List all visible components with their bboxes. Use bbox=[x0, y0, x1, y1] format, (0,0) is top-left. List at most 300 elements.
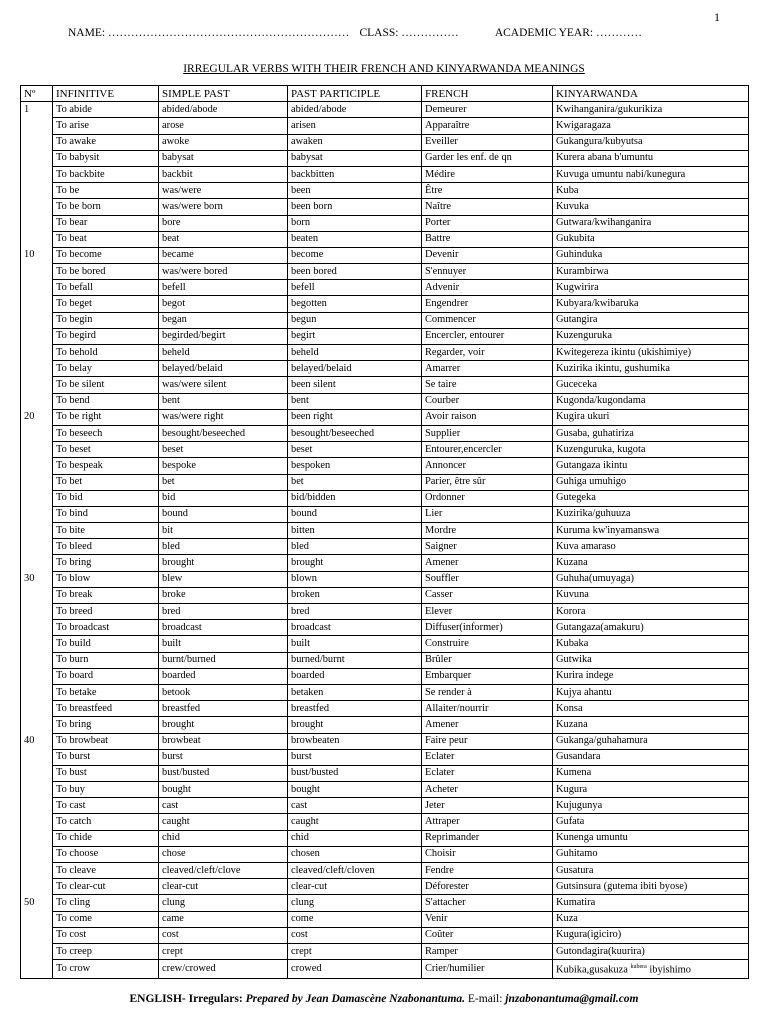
infinitive-cell-text: To befall bbox=[56, 281, 94, 293]
kinyarwanda-cell-text: Kuva amaraso bbox=[556, 540, 616, 552]
kinyarwanda-cell-text: Konsa bbox=[556, 702, 583, 714]
simple-past-cell-text: broadcast bbox=[162, 621, 202, 633]
kinyarwanda-cell-text: Guhitamo bbox=[556, 848, 598, 860]
past-participle-cell-text: befell bbox=[291, 281, 315, 293]
french-cell bbox=[422, 879, 553, 895]
french-cell bbox=[422, 765, 553, 781]
simple-past-cell bbox=[159, 846, 288, 862]
past-participle-cell bbox=[288, 296, 422, 312]
simple-past-cell-text: begirded/begirt bbox=[162, 330, 226, 342]
row-number bbox=[21, 150, 53, 166]
kinyarwanda-cell bbox=[553, 733, 749, 749]
row-number bbox=[21, 604, 53, 620]
row-number bbox=[21, 523, 53, 539]
kinyarwanda-cell-text: Gusandara bbox=[556, 751, 601, 763]
past-participle-cell bbox=[288, 393, 422, 409]
simple-past-cell bbox=[159, 166, 288, 182]
past-participle-cell bbox=[288, 960, 422, 978]
kinyarwanda-cell-text: Kunenga umuntu bbox=[556, 832, 628, 844]
past-participle-cell-text: become bbox=[291, 249, 324, 261]
past-participle-cell bbox=[288, 782, 422, 798]
row-number bbox=[21, 264, 53, 280]
infinitive-cell bbox=[53, 231, 159, 247]
infinitive-cell bbox=[53, 620, 159, 636]
french-cell bbox=[422, 846, 553, 862]
french-cell bbox=[422, 231, 553, 247]
infinitive-cell bbox=[53, 199, 159, 215]
table-row bbox=[21, 879, 749, 895]
kinyarwanda-cell bbox=[553, 765, 749, 781]
infinitive-cell bbox=[53, 895, 159, 911]
past-participle-cell-text: browbeaten bbox=[291, 735, 340, 747]
past-participle-cell bbox=[288, 652, 422, 668]
past-participle-cell bbox=[288, 830, 422, 846]
past-participle-cell bbox=[288, 312, 422, 328]
simple-past-cell-text: was/were silent bbox=[162, 378, 227, 390]
past-participle-cell bbox=[288, 814, 422, 830]
row-number bbox=[21, 328, 53, 344]
infinitive-cell bbox=[53, 523, 159, 539]
table-row bbox=[21, 150, 749, 166]
row-number bbox=[21, 782, 53, 798]
kinyarwanda-cell bbox=[553, 555, 749, 571]
kinyarwanda-cell-text: Kurira indege bbox=[556, 670, 614, 682]
kinyarwanda-cell-text: Gutangira bbox=[556, 314, 598, 326]
simple-past-cell bbox=[159, 798, 288, 814]
past-participle-cell-text: clung bbox=[291, 896, 315, 908]
infinitive-cell bbox=[53, 425, 159, 441]
row-number-text: 30 bbox=[24, 573, 35, 585]
infinitive-cell-text: To cleave bbox=[56, 864, 96, 876]
infinitive-cell-text: To arise bbox=[56, 119, 90, 131]
table-row bbox=[21, 247, 749, 263]
french-cell bbox=[422, 393, 553, 409]
simple-past-cell bbox=[159, 765, 288, 781]
table-header-row bbox=[21, 86, 749, 102]
kinyarwanda-cell-text: Guhuha(umuyaga) bbox=[556, 573, 634, 585]
french-cell-text: Souffler bbox=[425, 573, 459, 585]
table-row bbox=[21, 782, 749, 798]
kinyarwanda-cell-text: Kumatira bbox=[556, 896, 596, 908]
table-row bbox=[21, 636, 749, 652]
row-number bbox=[21, 118, 53, 134]
past-participle-cell-text: babysat bbox=[291, 152, 323, 164]
column-header-number: Nº bbox=[21, 86, 53, 102]
kinyarwanda-cell bbox=[553, 199, 749, 215]
table-row bbox=[21, 749, 749, 765]
past-participle-cell-text: been silent bbox=[291, 378, 336, 390]
kinyarwanda-cell-text: Kubaka bbox=[556, 637, 589, 649]
past-participle-cell bbox=[288, 620, 422, 636]
past-participle-cell-text: begun bbox=[291, 314, 317, 326]
french-cell-text: S'ennuyer bbox=[425, 265, 467, 277]
infinitive-cell-text: To broadcast bbox=[56, 621, 110, 633]
row-number bbox=[21, 134, 53, 150]
table-row bbox=[21, 280, 749, 296]
row-number bbox=[21, 749, 53, 765]
simple-past-cell-text: was/were born bbox=[162, 200, 223, 212]
name-field: NAME: ……………………………………………………… bbox=[68, 27, 350, 39]
past-participle-cell-text: burned/burnt bbox=[291, 654, 345, 666]
simple-past-cell bbox=[159, 361, 288, 377]
french-cell bbox=[422, 425, 553, 441]
french-cell-text: Casser bbox=[425, 589, 453, 601]
simple-past-cell bbox=[159, 717, 288, 733]
row-number bbox=[21, 361, 53, 377]
french-cell-text: Fendre bbox=[425, 864, 454, 876]
simple-past-cell-text: brought bbox=[162, 718, 195, 730]
french-cell-text: Garder les enf. de qn bbox=[425, 152, 512, 164]
infinitive-cell-text: To bet bbox=[56, 476, 83, 488]
row-number bbox=[21, 571, 53, 587]
french-cell bbox=[422, 474, 553, 490]
simple-past-cell bbox=[159, 231, 288, 247]
infinitive-cell-text: To creep bbox=[56, 945, 92, 957]
table-row bbox=[21, 296, 749, 312]
past-participle-cell-text: chid bbox=[291, 832, 309, 844]
kinyarwanda-cell bbox=[553, 701, 749, 717]
past-participle-cell bbox=[288, 183, 422, 199]
past-participle-cell-text: born bbox=[291, 217, 311, 229]
class-field: CLASS: …………… bbox=[359, 27, 459, 39]
kinyarwanda-cell bbox=[553, 474, 749, 490]
past-participle-cell-text: broadcast bbox=[291, 621, 331, 633]
simple-past-cell-text: crept bbox=[162, 945, 183, 957]
french-cell-text: Apparaître bbox=[425, 119, 470, 131]
infinitive-cell-text: To abide bbox=[56, 103, 92, 115]
kinyarwanda-cell bbox=[553, 539, 749, 555]
simple-past-cell bbox=[159, 393, 288, 409]
past-participle-cell bbox=[288, 749, 422, 765]
infinitive-cell bbox=[53, 442, 159, 458]
infinitive-cell bbox=[53, 280, 159, 296]
french-cell bbox=[422, 264, 553, 280]
past-participle-cell bbox=[288, 280, 422, 296]
french-cell-text: Attraper bbox=[425, 816, 460, 828]
simple-past-cell bbox=[159, 345, 288, 361]
simple-past-cell bbox=[159, 620, 288, 636]
infinitive-cell bbox=[53, 798, 159, 814]
past-participle-cell-text: bought bbox=[291, 783, 320, 795]
table-row bbox=[21, 555, 749, 571]
footer bbox=[0, 993, 768, 1005]
simple-past-cell-text: clung bbox=[162, 896, 186, 908]
infinitive-cell bbox=[53, 312, 159, 328]
row-number bbox=[21, 620, 53, 636]
past-participle-cell-text: cleaved/cleft/cloven bbox=[291, 864, 375, 876]
french-cell bbox=[422, 280, 553, 296]
kinyarwanda-cell bbox=[553, 895, 749, 911]
simple-past-cell bbox=[159, 733, 288, 749]
simple-past-cell bbox=[159, 199, 288, 215]
simple-past-cell-text: burst bbox=[162, 751, 183, 763]
kinyarwanda-cell-text: Kubika,gusakuza bbox=[556, 964, 628, 976]
french-cell bbox=[422, 312, 553, 328]
student-header bbox=[68, 27, 708, 39]
column-header-infinitive: INFINITIVE bbox=[53, 86, 159, 102]
infinitive-cell bbox=[53, 296, 159, 312]
past-participle-cell-text: built bbox=[291, 637, 311, 649]
simple-past-cell bbox=[159, 863, 288, 879]
simple-past-cell-text: bled bbox=[162, 540, 180, 552]
infinitive-cell-text: To burn bbox=[56, 654, 89, 666]
infinitive-cell bbox=[53, 733, 159, 749]
past-participle-cell bbox=[288, 328, 422, 344]
french-cell-text: Devenir bbox=[425, 249, 459, 261]
past-participle-cell-text: beaten bbox=[291, 233, 319, 245]
french-cell-text: Faire peur bbox=[425, 735, 468, 747]
kinyarwanda-cell-text: Gukubita bbox=[556, 233, 595, 245]
past-participle-cell bbox=[288, 523, 422, 539]
past-participle-cell-text: abided/abode bbox=[291, 103, 347, 115]
past-participle-cell-text: belayed/belaid bbox=[291, 362, 352, 374]
document-title: IRREGULAR VERBS WITH THEIR FRENCH AND KINYARWANDA MEANINGS bbox=[183, 63, 585, 75]
french-cell bbox=[422, 749, 553, 765]
simple-past-cell-text: came bbox=[162, 913, 184, 925]
french-cell bbox=[422, 668, 553, 684]
french-cell bbox=[422, 409, 553, 425]
academic-year-field: ACADEMIC YEAR: ………… bbox=[494, 27, 642, 39]
past-participle-cell bbox=[288, 684, 422, 700]
kinyarwanda-cell-text: Korora bbox=[556, 605, 586, 617]
infinitive-cell bbox=[53, 782, 159, 798]
french-cell bbox=[422, 539, 553, 555]
kinyarwanda-cell-text: Guhinduka bbox=[556, 249, 603, 261]
past-participle-cell-text: bred bbox=[291, 605, 310, 617]
kinyarwanda-cell-text: Kuvuka bbox=[556, 200, 589, 212]
past-participle-cell bbox=[288, 943, 422, 959]
row-number bbox=[21, 215, 53, 231]
row-number-text: 20 bbox=[24, 411, 35, 423]
french-cell bbox=[422, 571, 553, 587]
french-cell-text: Eclater bbox=[425, 767, 455, 779]
french-cell bbox=[422, 717, 553, 733]
simple-past-cell-text: cast bbox=[162, 799, 179, 811]
simple-past-cell bbox=[159, 458, 288, 474]
past-participle-cell bbox=[288, 846, 422, 862]
table-row bbox=[21, 361, 749, 377]
past-participle-cell bbox=[288, 798, 422, 814]
infinitive-cell bbox=[53, 911, 159, 927]
past-participle-cell-text: come bbox=[291, 913, 314, 925]
past-participle-cell bbox=[288, 668, 422, 684]
infinitive-cell-text: To backbite bbox=[56, 168, 105, 180]
row-number bbox=[21, 652, 53, 668]
row-number bbox=[21, 668, 53, 684]
french-cell-text: Amener bbox=[425, 557, 459, 569]
french-cell-text: Avoir raison bbox=[425, 411, 477, 423]
kinyarwanda-cell-text: Guhiga umuhigo bbox=[556, 476, 627, 488]
french-cell bbox=[422, 215, 553, 231]
infinitive-cell bbox=[53, 345, 159, 361]
kinyarwanda-cell-text: Kuza bbox=[556, 913, 578, 925]
infinitive-cell-text: To be born bbox=[56, 200, 101, 212]
kinyarwanda-cell bbox=[553, 717, 749, 733]
kinyarwanda-cell-text: Gutegeka bbox=[556, 492, 596, 504]
kinyarwanda-cell bbox=[553, 247, 749, 263]
infinitive-cell-text: To be right bbox=[56, 411, 102, 423]
simple-past-cell bbox=[159, 636, 288, 652]
french-cell-text: Eveiller bbox=[425, 136, 458, 148]
row-number bbox=[21, 102, 53, 118]
kinyarwanda-cell bbox=[553, 280, 749, 296]
infinitive-cell-text: To babysit bbox=[56, 152, 100, 164]
kinyarwanda-cell-text: Kubyara/kwibaruka bbox=[556, 298, 639, 310]
row-number bbox=[21, 409, 53, 425]
infinitive-cell bbox=[53, 960, 159, 978]
page-number: 1 bbox=[714, 10, 720, 24]
simple-past-cell-text: broke bbox=[162, 589, 186, 601]
past-participle-cell bbox=[288, 604, 422, 620]
kinyarwanda-cell-text: Kumena bbox=[556, 767, 592, 779]
kinyarwanda-cell-text: Kuzana bbox=[556, 718, 588, 730]
kinyarwanda-cell bbox=[553, 150, 749, 166]
table-row bbox=[21, 231, 749, 247]
french-cell bbox=[422, 199, 553, 215]
row-number bbox=[21, 701, 53, 717]
footer-author: Prepared by Jean Damascène Nzabonantuma. bbox=[245, 993, 466, 1005]
kinyarwanda-cell bbox=[553, 118, 749, 134]
past-participle-cell-text: beheld bbox=[291, 346, 319, 358]
simple-past-cell bbox=[159, 377, 288, 393]
table-row bbox=[21, 377, 749, 393]
infinitive-cell bbox=[53, 765, 159, 781]
simple-past-cell bbox=[159, 150, 288, 166]
infinitive-cell-text: To beget bbox=[56, 298, 92, 310]
row-number bbox=[21, 345, 53, 361]
irregular-verbs-table bbox=[20, 85, 749, 979]
past-participle-cell bbox=[288, 490, 422, 506]
past-participle-cell bbox=[288, 345, 422, 361]
past-participle-cell-text: bled bbox=[291, 540, 309, 552]
kinyarwanda-cell-text: Kujya ahantu bbox=[556, 686, 612, 698]
infinitive-cell-text: To be silent bbox=[56, 378, 105, 390]
french-cell bbox=[422, 118, 553, 134]
infinitive-cell bbox=[53, 749, 159, 765]
french-cell-text: Ramper bbox=[425, 945, 458, 957]
infinitive-cell bbox=[53, 150, 159, 166]
past-participle-cell bbox=[288, 409, 422, 425]
past-participle-cell bbox=[288, 879, 422, 895]
french-cell bbox=[422, 506, 553, 522]
french-cell bbox=[422, 782, 553, 798]
french-cell-text: Coûter bbox=[425, 929, 454, 941]
past-participle-cell bbox=[288, 555, 422, 571]
kinyarwanda-cell bbox=[553, 442, 749, 458]
infinitive-cell bbox=[53, 361, 159, 377]
past-participle-cell-text: arisen bbox=[291, 119, 316, 131]
french-cell-text: Venir bbox=[425, 913, 448, 925]
superscript-note: kubera bbox=[630, 964, 647, 971]
french-cell-text: Se taire bbox=[425, 378, 457, 390]
kinyarwanda-cell-text: Gutwara/kwihanganira bbox=[556, 217, 652, 229]
simple-past-cell bbox=[159, 604, 288, 620]
french-cell bbox=[422, 361, 553, 377]
french-cell bbox=[422, 523, 553, 539]
simple-past-cell-text: crew/crowed bbox=[162, 962, 216, 974]
simple-past-cell-text: burnt/burned bbox=[162, 654, 216, 666]
row-number bbox=[21, 312, 53, 328]
kinyarwanda-cell bbox=[553, 328, 749, 344]
french-cell-text: Advenir bbox=[425, 281, 460, 293]
table-row bbox=[21, 264, 749, 280]
french-cell bbox=[422, 814, 553, 830]
kinyarwanda-cell bbox=[553, 943, 749, 959]
french-cell-text: Commencer bbox=[425, 314, 476, 326]
past-participle-cell-text: bid/bidden bbox=[291, 492, 336, 504]
past-participle-cell-text: begirt bbox=[291, 330, 316, 342]
column-header-kinyarwanda: KINYARWANDA bbox=[553, 86, 749, 102]
kinyarwanda-cell bbox=[553, 652, 749, 668]
infinitive-cell-text: To belay bbox=[56, 362, 92, 374]
row-number bbox=[21, 231, 53, 247]
table-row bbox=[21, 425, 749, 441]
past-participle-cell-text: begotten bbox=[291, 298, 327, 310]
french-cell bbox=[422, 684, 553, 700]
kinyarwanda-cell-text: Kuvuna bbox=[556, 589, 589, 601]
infinitive-cell-text: To begin bbox=[56, 314, 93, 326]
kinyarwanda-cell-text: Kurambirwa bbox=[556, 265, 609, 277]
past-participle-cell-text: crowed bbox=[291, 962, 322, 974]
past-participle-cell-text: been bbox=[291, 184, 311, 196]
french-cell-text: Embarquer bbox=[425, 670, 472, 682]
row-number bbox=[21, 846, 53, 862]
past-participle-cell-text: beset bbox=[291, 443, 313, 455]
infinitive-cell bbox=[53, 506, 159, 522]
row-number bbox=[21, 539, 53, 555]
table-row bbox=[21, 895, 749, 911]
simple-past-cell bbox=[159, 911, 288, 927]
past-participle-cell bbox=[288, 765, 422, 781]
simple-past-cell-text: was/were right bbox=[162, 411, 224, 423]
french-cell bbox=[422, 830, 553, 846]
infinitive-cell-text: To bite bbox=[56, 524, 85, 536]
kinyarwanda-cell-text: Kugura(igiciro) bbox=[556, 929, 622, 941]
footer-email[interactable]: jnzabonantuma@gmail.com bbox=[505, 993, 639, 1005]
past-participle-cell bbox=[288, 134, 422, 150]
kinyarwanda-cell bbox=[553, 960, 749, 978]
table-row bbox=[21, 539, 749, 555]
french-cell-text: Déforester bbox=[425, 880, 469, 892]
infinitive-cell bbox=[53, 474, 159, 490]
simple-past-cell bbox=[159, 247, 288, 263]
table-row bbox=[21, 960, 749, 978]
simple-past-cell bbox=[159, 312, 288, 328]
french-cell-text: Amener bbox=[425, 718, 459, 730]
infinitive-cell-text: To buy bbox=[56, 783, 85, 795]
simple-past-cell bbox=[159, 280, 288, 296]
infinitive-cell bbox=[53, 571, 159, 587]
kinyarwanda-cell-text: Kugira ukuri bbox=[556, 411, 610, 423]
kinyarwanda-cell bbox=[553, 166, 749, 182]
infinitive-cell-text: To bring bbox=[56, 718, 92, 730]
past-participle-cell bbox=[288, 927, 422, 943]
kinyarwanda-cell-text: Kwihanganira/gukurikiza bbox=[556, 103, 663, 115]
french-cell-text: Demeurer bbox=[425, 103, 467, 115]
table-row bbox=[21, 166, 749, 182]
past-participle-cell-text: awaken bbox=[291, 136, 323, 148]
french-cell-text: Ordonner bbox=[425, 492, 465, 504]
infinitive-cell bbox=[53, 539, 159, 555]
table-row bbox=[21, 927, 749, 943]
column-header-french: FRENCH bbox=[422, 86, 553, 102]
row-number bbox=[21, 393, 53, 409]
french-cell-text: Brûler bbox=[425, 654, 452, 666]
simple-past-cell-text: befell bbox=[162, 281, 186, 293]
past-participle-cell bbox=[288, 442, 422, 458]
kinyarwanda-cell bbox=[553, 264, 749, 280]
simple-past-cell-text: begot bbox=[162, 298, 186, 310]
